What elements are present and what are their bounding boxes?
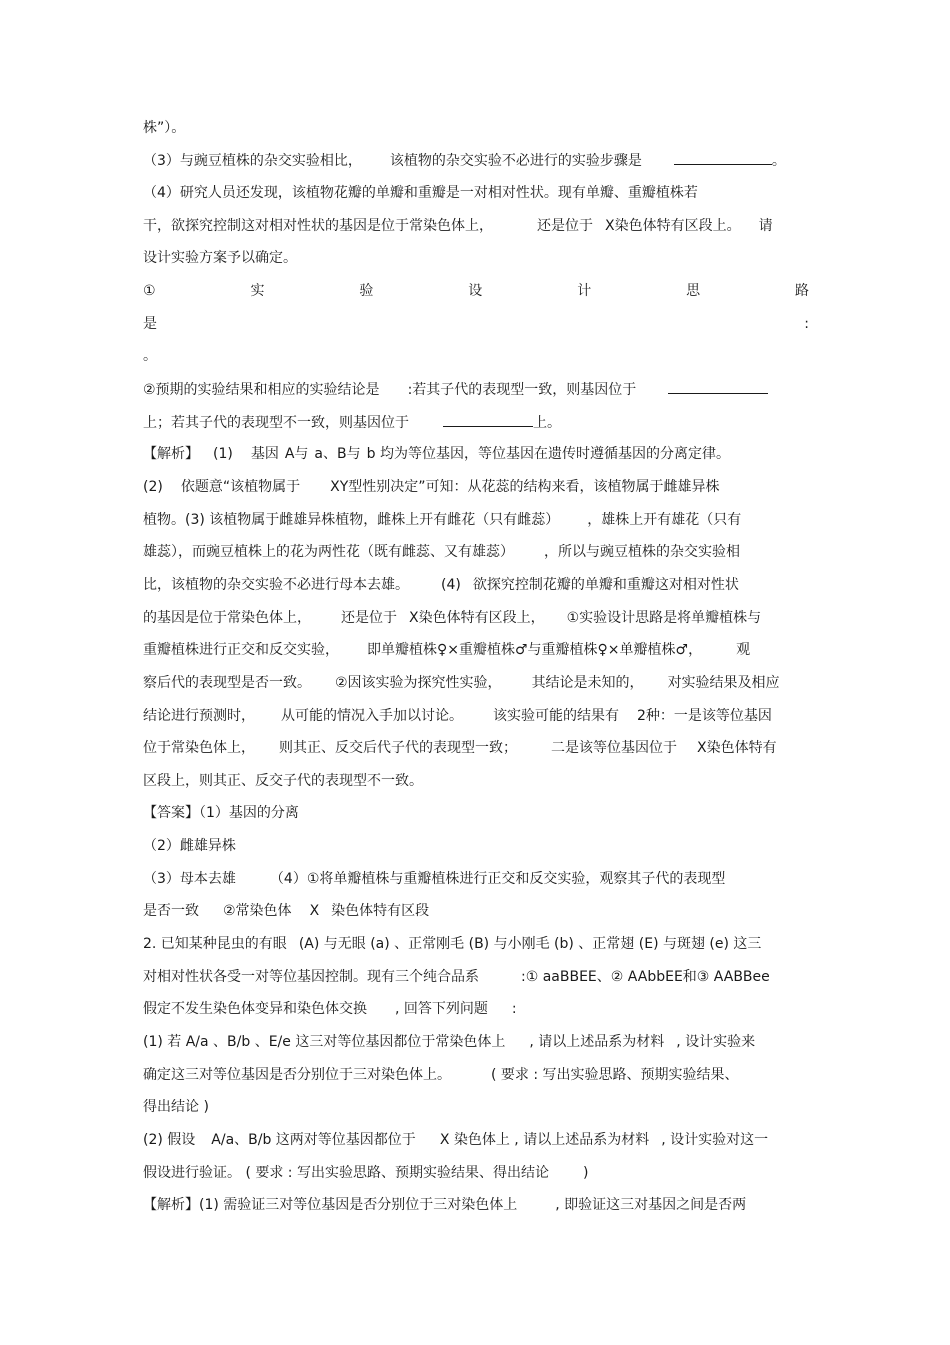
text-segment: 【解析】(1) 需验证三对等位基因是否分别位于三对染色体上 — [143, 1197, 518, 1213]
text-line — [143, 380, 809, 398]
text-segment: （4）研究人员还发现，该植物花瓣的单瓣和重瓣是一对相对性状。现有单瓣、重瓣植株若 — [143, 185, 698, 201]
text-segment: , 请以上述品系为材料 — [529, 1034, 665, 1050]
text-segment: 雄蕊），而豌豆植株上的花为两性花（既有雌蕊、又有雄蕊） — [143, 544, 514, 560]
text-segment: (1) — [213, 446, 233, 462]
text-segment: ②预期的实验结果和相应的实验结论是 — [143, 382, 380, 398]
answer-blank — [443, 413, 533, 427]
text-segment: 还是位于 — [537, 218, 593, 234]
text-line — [143, 674, 809, 692]
text-line — [143, 315, 809, 333]
text-segment: XY型性别决定”可知：从花蕊的结构来看，该植物属于雌雄异株 — [330, 479, 720, 495]
text-segment: a、B与 — [314, 446, 361, 462]
text-segment: 验 — [359, 283, 374, 299]
text-line — [143, 1098, 809, 1116]
section-label: 【解析】 — [143, 446, 199, 462]
text-segment: 路 — [795, 283, 809, 299]
text-line — [143, 413, 809, 431]
text-segment: (2) 假设 — [143, 1132, 196, 1148]
text-segment: 是 — [143, 316, 157, 332]
text-line — [143, 1196, 809, 1214]
text-line — [143, 217, 809, 235]
text-segment: :若其子代的表现型一致，则基因位于 — [407, 382, 637, 398]
text-segment: (2) — [143, 479, 163, 495]
text-segment: 察后代的表现型是否一致。 — [143, 675, 311, 691]
text-line — [143, 119, 809, 137]
text-segment: (4) — [441, 577, 461, 593]
text-segment: （3）母本去雄 — [143, 871, 236, 887]
text-segment: :① aaBBEE、② AAbbEE和③ AABBee — [521, 969, 770, 985]
text-segment: 的基因是位于常染色体上， — [143, 610, 311, 626]
text-segment: 该实验可能的结果有 — [493, 708, 619, 724]
text-segment: 位于常染色体上， — [143, 740, 255, 756]
text-line — [143, 543, 809, 561]
text-segment: , 回答下列问题 — [395, 1001, 488, 1017]
text-segment: 染色体特有区段 — [331, 903, 430, 919]
text-line — [143, 347, 809, 365]
answer-blank — [668, 380, 768, 394]
text-segment: 思 — [686, 283, 701, 299]
text-segment: 重瓣植株进行正交和反交实验， — [143, 642, 339, 658]
text-segment: 确定这三对等位基因是否分别位于三对染色体上。 — [143, 1067, 451, 1083]
text-segment: 干，欲探究控制这对相对性状的基因是位于常染色体上， — [143, 218, 493, 234]
text-segment: 即单瓣植株♀×重瓣植株♂与重瓣植株♀×单瓣植株♂， — [367, 642, 703, 658]
text-segment: 则其正、反交后代子代的表现型一致； — [279, 740, 517, 756]
text-segment: ①实验设计思路是将单瓣植株与 — [566, 610, 762, 626]
text-segment: : — [511, 1001, 517, 1017]
text-segment: ②常染色体 — [223, 903, 292, 919]
text-segment: A/a、B/b 这两对等位基因都位于 — [211, 1132, 416, 1148]
text-segment: ( 要求 : 写出实验思路、预期实验结果、 — [491, 1067, 739, 1083]
answer-heading: 【答案】（1）基因的分离 — [143, 805, 299, 821]
text-line — [143, 935, 809, 953]
text-segment: ，所以与豌豆植株的杂交实验相 — [544, 544, 740, 560]
answer-blank — [674, 151, 772, 165]
text-line — [143, 641, 809, 659]
text-segment: 株”）。 — [143, 120, 186, 136]
text-segment: 设 — [468, 283, 483, 299]
text-segment: ① — [143, 283, 156, 299]
text-line — [143, 707, 809, 725]
text-line — [143, 1164, 809, 1182]
text-segment: ②因该实验为探究性实验， — [335, 675, 502, 691]
text-segment: , 设计实验对这一 — [661, 1132, 769, 1148]
text-segment: 实 — [250, 283, 265, 299]
text-segment: 还是位于 — [341, 610, 397, 626]
text-line — [143, 151, 809, 169]
text-segment: b 均为等位基因，等位基因在遗传时遵循基因的分离定律。 — [366, 446, 730, 462]
text-segment: 对相对性状各受一对等位基因控制。现有三个纯合品系 — [143, 969, 479, 985]
text-line — [143, 739, 809, 757]
text-segment: 假设进行验证。 ( 要求 : 写出实验思路、预期实验结果、得出结论 — [143, 1165, 549, 1181]
question-number: 2. 已知某种昆虫的有眼 — [143, 936, 287, 952]
text-segment: 设计实验方案予以确定。 — [143, 250, 297, 266]
text-segment: 依题意“该植物属于 — [180, 479, 301, 495]
text-segment: 。 — [143, 348, 157, 364]
text-line — [143, 609, 809, 627]
text-segment: 2种：一是该等位基因 — [637, 708, 772, 724]
text-segment: X 染色体上 , 请以上述品系为材料 — [439, 1132, 650, 1148]
text-segment: 比，该植物的杂交实验不必进行母本去雄。 — [143, 577, 409, 593]
text-segment: ，雄株上开有雄花（只有 — [587, 512, 742, 528]
text-segment: 欲探究控制花瓣的单瓣和重瓣这对相对性状 — [472, 577, 739, 593]
text-segment: 对实验结果及相应 — [667, 675, 780, 691]
text-segment: 区段上，则其正、反交子代的表现型不一致。 — [143, 773, 423, 789]
text-line — [143, 968, 809, 986]
text-segment: 从可能的情况入手加以讨论。 — [281, 708, 463, 724]
text-segment: , 设计实验来 — [676, 1034, 756, 1050]
text-segment: 。 — [771, 153, 786, 169]
text-line — [143, 445, 809, 463]
text-line — [143, 511, 809, 529]
text-line — [143, 1131, 809, 1149]
text-segment: : — [804, 316, 809, 332]
text-segment: （2）雌雄异株 — [143, 838, 236, 854]
text-segment: (1) 若 A/a 、B/b 、E/e 这三对等位基因都位于常染色体上 — [143, 1034, 506, 1050]
text-line — [143, 870, 809, 888]
text-segment: , 即验证这三对基因之间是否两 — [555, 1197, 747, 1213]
text-segment: A与 — [284, 446, 309, 462]
text-line — [143, 576, 809, 594]
text-segment: 得出结论 ) — [143, 1099, 209, 1115]
text-segment: 是否一致 — [143, 903, 199, 919]
text-line — [143, 184, 809, 202]
text-segment: 上。 — [533, 415, 561, 431]
text-segment: 二是该等位基因位于 — [551, 740, 677, 756]
text-segment: X染色体特有区段上。 — [605, 218, 741, 234]
text-segment: （3）与豌豆植株的杂交实验相比， — [143, 153, 362, 169]
text-segment: 其结论是未知的， — [531, 675, 644, 691]
text-line — [143, 478, 809, 496]
text-segment: 结论进行预测时， — [143, 708, 255, 724]
text-segment: X染色体特有 — [697, 740, 777, 756]
text-segment: X染色体特有区段上， — [409, 610, 545, 626]
text-line — [143, 282, 809, 300]
text-segment: （4）①将单瓣植株与重瓣植株进行正交和反交实验，观察其子代的表现型 — [269, 871, 726, 887]
text-line — [143, 249, 809, 267]
text-segment: 基因 — [250, 446, 279, 462]
text-segment: 该植物的杂交实验不必进行的实验步骤是 — [389, 153, 642, 169]
text-segment: X — [309, 903, 320, 919]
text-segment: 假定不发生染色体变异和染色体交换 — [143, 1001, 367, 1017]
text-line — [143, 804, 809, 822]
text-segment: 植物。(3) 该植物属于雌雄异株植物，雌株上开有雌花（只有雌蕊） — [143, 512, 560, 528]
text-line — [143, 902, 809, 920]
text-segment: 计 — [577, 283, 592, 299]
text-line — [143, 1066, 809, 1084]
text-line — [143, 1033, 809, 1051]
text-segment: 上；若其子代的表现型不一致，则基因位于 — [143, 415, 409, 431]
text-line — [143, 837, 809, 855]
text-line — [143, 772, 809, 790]
text-line — [143, 1000, 809, 1018]
text-segment: 请 — [758, 218, 773, 234]
text-segment: ) — [582, 1165, 589, 1181]
text-segment: 观 — [736, 642, 751, 658]
text-segment: (A) 与无眼 (a) 、正常刚毛 (B) 与小刚毛 (b) 、正常翅 (E) 与斑翅 (e) 这三 — [298, 936, 762, 952]
